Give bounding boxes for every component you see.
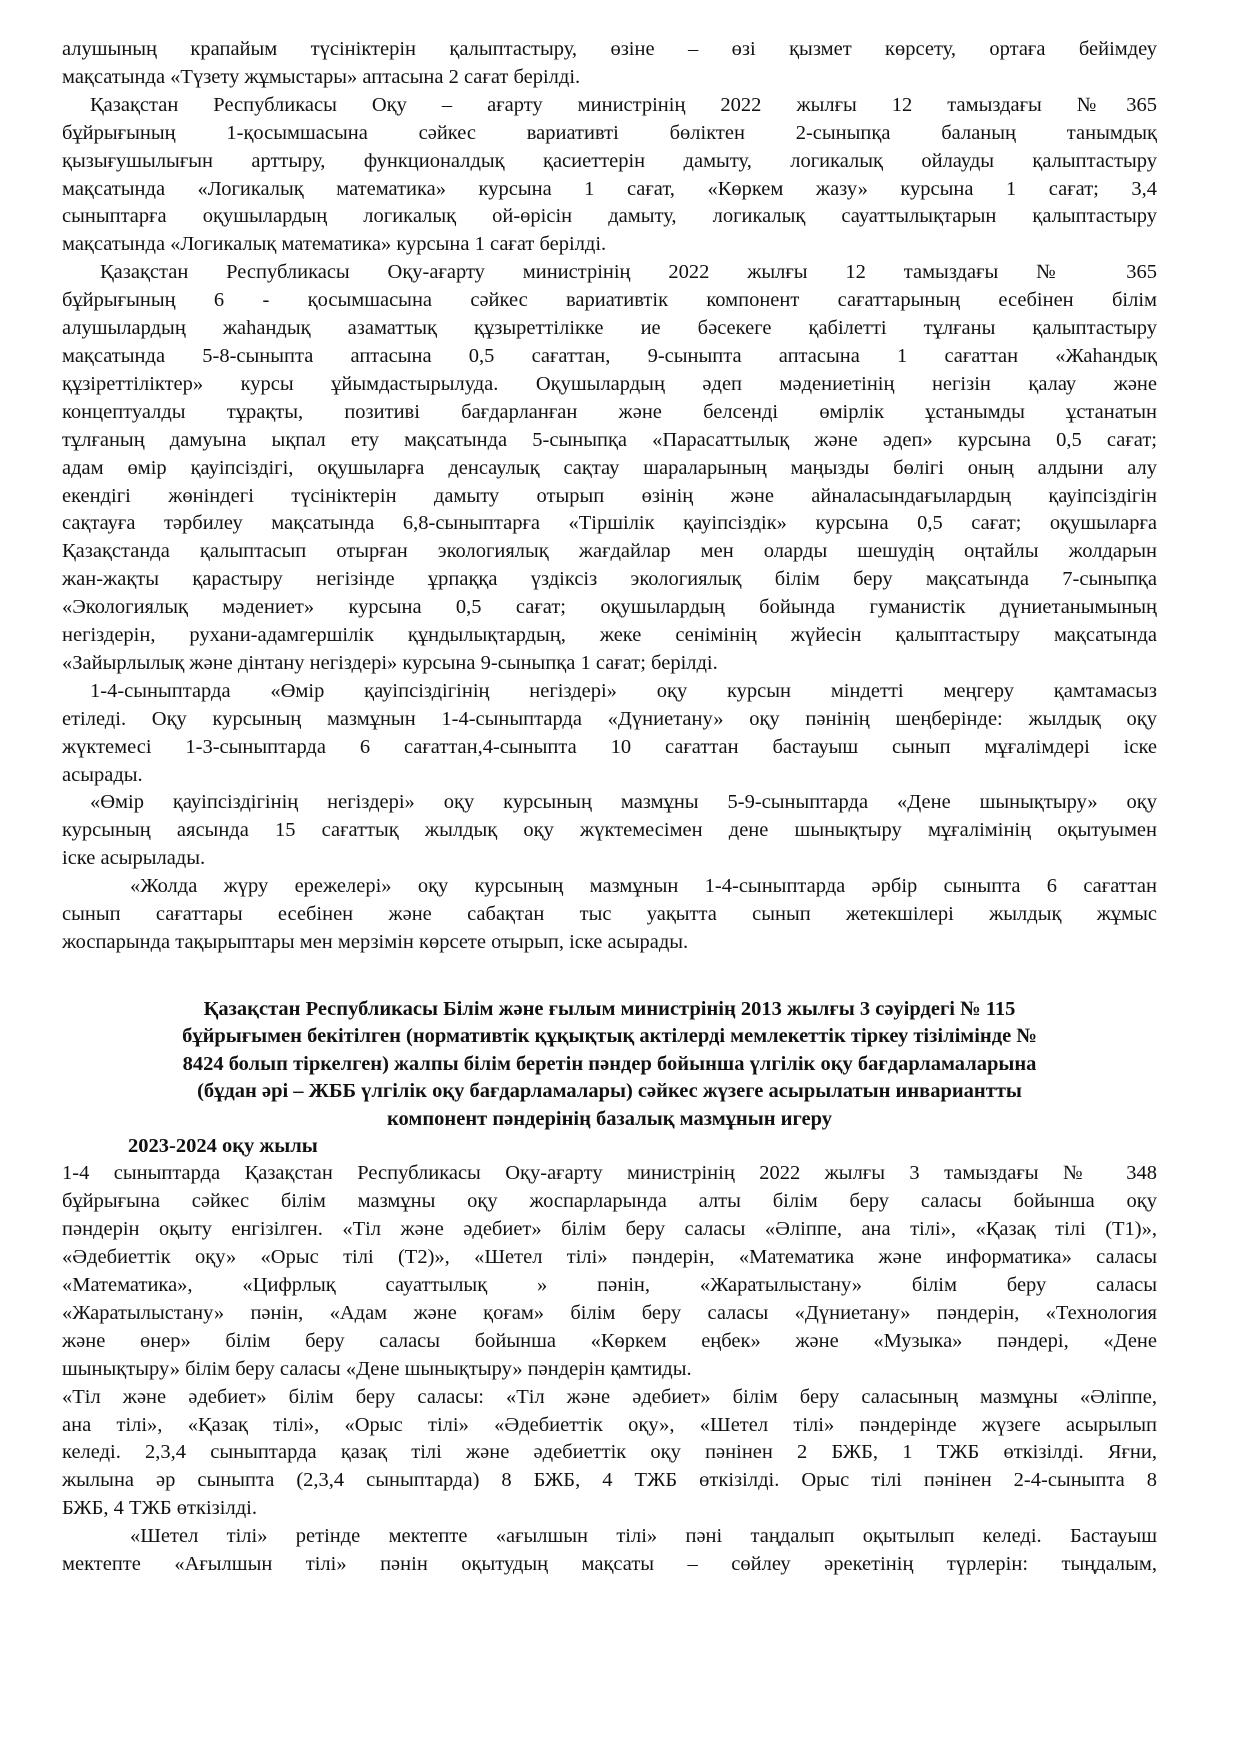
text-line: сақтауға тәрбилеу мақсатында 6,8-сыныптарға «Тіршілік қауіпсіздік» курсына 0,5 сағат; оқушыларға	[62, 512, 1157, 535]
paragraph-life-safety-1-4	[62, 678, 1157, 790]
text-line: «Жолда жүру ережелері» оқу курсының мазмұнын 1-4-сыныптарда әрбір сыныпта 6 сағаттан	[130, 875, 1157, 898]
heading-line: 8424 болып тіркелген) жалпы білім беретін пәндер бойынша үлгілік оқу бағдарламаларына	[182, 1052, 1037, 1075]
text-line: «Экологиялық мәдениет» курсына 0,5 сағат; оқушылардың бойында гуманистік дүниетанымының	[62, 596, 1157, 619]
text-line: «Әдебиеттік оқу» «Орыс тілі (Т2)», «Шетел тілі» пәндерін, «Математика және информатика» саласы	[62, 1246, 1157, 1269]
text-line: екендігі жөніндегі түсініктерін дамыту отырып өзінің және айналасындағылардың қауіпсіздігін	[62, 484, 1157, 507]
text-line: Қазақстан Республикасы Оқу-ағарту министрінің 2022 жылғы 12 тамыздағы № 365	[100, 261, 1157, 284]
text-line: мақсатында «Логикалық математика» курсына 1 сағат, «Көркем жазу» курсына 1 сағат; 3,4	[62, 177, 1157, 200]
text-line: сыныптарға оқушылардың логикалық ой-өрісін дамыту, логикалық сауаттылықтарын қалыптастыру	[62, 205, 1157, 228]
text-line: қызығушылығын арттыру, функционалдық қасиеттерін дамыту, логикалық ойлауды қалыптастыру	[62, 149, 1157, 172]
text-line: Қазақстан Республикасы Оқу – ағарту министрінің 2022 жылғы 12 тамыздағы №365	[90, 93, 1157, 116]
text-line: «Шетел тілі» ретінде мектепте «ағылшын тілі» пәні таңдалып оқытылып келеді. Бастауыш	[130, 1525, 1157, 1548]
text-line: бұйрығының 1-қосымшасына сәйкес вариативті бөліктен 2-сыныпқа баланың танымдық	[62, 121, 1157, 144]
text-line: 1-4-сыныптарда «Өмір қауіпсіздігінің негіздері» оқу курсын міндетті меңгеру қамтамасыз	[90, 679, 1157, 702]
paragraph-traffic-rules	[62, 873, 1157, 957]
text-line: жоспарында тақырыптары мен мерзімін көрсете отырып, іске асырады.	[62, 931, 689, 953]
text-line: адам өмір қауіпсіздігі, оқушыларға денсаулық сақтау шараларының маңызды бөлігі оның алдыни алу	[62, 456, 1157, 479]
paragraph-foreign-language	[62, 1523, 1157, 1579]
text-line: курсының аясында 15 сағаттық жылдық оқу жүктемесімен дене шынықтыру мұғалімінің оқытуымен	[62, 819, 1157, 842]
text-line: негіздерін, рухани-адамгершілік құндылықтардың, жеке сенімінің жүйесін қалыптастыру мақсатында	[62, 624, 1157, 647]
text-line: асырады.	[62, 763, 143, 786]
text-line: мақсатында 5-8-сыныпта аптасына 0,5 сағаттан, 9-сыныпта аптасына 1 сағаттан «Жаһандық	[62, 344, 1157, 367]
text-line: алушылардың жаһандық азаматтық құзыреттілікке ие бәсекеге қабілетті тұлғаны қалыптастыру	[62, 317, 1157, 340]
text-line: тұлғаның дамуына ықпал ету мақсатында 5-сыныпқа «Парасаттылық және әдеп» курсына 0,5 сағат;	[62, 428, 1157, 451]
text-line: «Зайырлылық және дінтану негіздері» курсына 9-сыныпқа 1 сағат; берілді.	[62, 651, 718, 674]
text-line: бұйрығына сәйкес білім мазмұны оқу жоспарларында алты білім беру саласы бойынша оқу	[62, 1190, 1157, 1213]
text-line: құзіреттіліктер» курсы ұйымдастырылуда. Оқушылардың әдеп мәдениетінің негізін қалау және	[62, 372, 1157, 395]
text-line: мақсатында «Түзету жұмыстары» аптасына 2 сағат берілді.	[62, 65, 581, 88]
text-line: «Математика», «Цифрлық сауаттылық » пәнін, «Жаратылыстану» білім беру саласы	[62, 1274, 1157, 1297]
text-line: Қазақстанда қалыптасып отырған экологиялық жағдайлар мен оларды шешудің оңтайлы жолдарын	[62, 540, 1157, 563]
paragraph-language-literature	[62, 1384, 1157, 1524]
text-line: «Өмір қауіпсіздігінің негіздері» оқу курсының мазмұны 5-9-сыныптарда «Дене шынықтыру» оқу	[90, 791, 1157, 814]
text-line: алушының крапайым түсініктерін қалыптастыру, өзіне – өзі қызмет көрсету, ортаға бейімдеу	[62, 38, 1157, 60]
text-line: келеді. 2,3,4 сыныптарда қазақ тілі және әдебиеттік оқу пәнінен 2 БЖБ, 1 ТЖБ өткізілді. Яғни,	[62, 1441, 1157, 1464]
academic-year-label: 2023-2024 оқу жылы	[128, 1135, 318, 1158]
text-line: «Тіл және әдебиет» білім беру саласы: «Тіл және әдебиет» білім беру саласының мазмұны «Әліппе,	[62, 1385, 1157, 1408]
text-line: концептуалды тұрақты, позитиві бағдарланған және белсенді өмірлік ұстанымды ұстанатын	[62, 400, 1157, 423]
text-line: етіледі. Оқу курсының мазмұнын 1-4-сыныптарда «Дүниетану» оқу пәнінің шеңберінде: жылдық оқу	[62, 707, 1157, 730]
document-page	[62, 36, 1157, 1579]
heading-line: (бұдан әрі – ЖББ үлгілік оқу бағдарламалары) сәйкес жүзеге асырылатын инвариантты	[197, 1080, 1022, 1103]
text-line: ана тілі», «Қазақ тілі», «Орыс тілі» «Әдебиеттік оқу», «Шетел тілі» пәндерінде жүзеге асырылып	[62, 1413, 1157, 1436]
text-line: жылына әр сыныпта (2,3,4 сыныптарда) 8 БЖБ, 4 ТЖБ өткізілді. Орыс тілі пәнінен 2-4-сыныпта 8	[62, 1469, 1157, 1492]
section-heading	[62, 996, 1157, 1134]
section-spacer	[62, 957, 1157, 996]
text-line: жүктемесі 1-3-сыныптарда 6 сағаттан,4-сыныпта 10 сағаттан бастауыш сынып мұғалімдері іске	[62, 735, 1157, 758]
text-line: іске асырылады.	[62, 847, 206, 870]
text-line: бұйрығының 6 - қосымшасына сәйкес вариативтік компонент сағаттарының есебінен білім	[62, 289, 1157, 312]
paragraph-logic-math	[62, 92, 1157, 259]
text-line: және өнер» білім беру саласы бойынша «Көркем еңбек» және «Музыка» пәндері, «Дене	[62, 1329, 1157, 1352]
paragraph-global-competencies	[62, 259, 1157, 678]
text-line: БЖБ, 4 ТЖБ өткізілді.	[62, 1497, 257, 1520]
heading-line: Қазақстан Республикасы Білім және ғылым министрінің 2013 жылғы 3 сәуірдегі № 115	[203, 997, 1016, 1020]
heading-line: бұйрығымен бекітілген (нормативтік құқықтық актілерді мемлекеттік тіркеу тізілімінде №	[182, 1025, 1037, 1048]
text-line: мақсатында «Логикалық математика» курсына 1 сағат берілді.	[62, 233, 607, 256]
text-line: пәндерін оқыту енгізілген. «Тіл және әдебиет» білім беру саласы «Әліппе, ана тілі», «Қазақ тілі (Т1)»,	[62, 1218, 1157, 1241]
text-line: «Жаратылыстану» пәнін, «Адам және қоғам» білім беру саласы «Дүниетану» пәндерін, «Технология	[62, 1301, 1157, 1324]
text-line: 1-4 сыныптарда Қазақстан Республикасы Оқу-ағарту министрінің 2022 жылғы 3 тамыздағы № 348	[62, 1162, 1157, 1185]
heading-line: компонент пәндерінің базалық мазмұнын игеру	[386, 1107, 832, 1130]
paragraph-correction-work	[62, 36, 1157, 92]
text-line: шынықтыру» білім беру саласы «Дене шынықтыру» пәндерін қамтиды.	[62, 1357, 692, 1380]
paragraph-life-safety-5-9	[62, 789, 1157, 873]
text-line: жан-жақты қарастыру негізінде ұрпаққа үздіксіз экологиялық білім беру мақсатында 7-сыныпқа	[62, 568, 1157, 591]
paragraph-subject-areas	[62, 1160, 1157, 1383]
text-line: мектепте «Ағылшын тілі» пәнін оқытудың мақсаты – сөйлеу әрекетінің түрлерін: тыңдалым,	[62, 1553, 1157, 1576]
text-line: сынып сағаттары есебінен және сабақтан тыс уақытта сынып жетекшілері жылдық жұмыс	[62, 903, 1157, 926]
